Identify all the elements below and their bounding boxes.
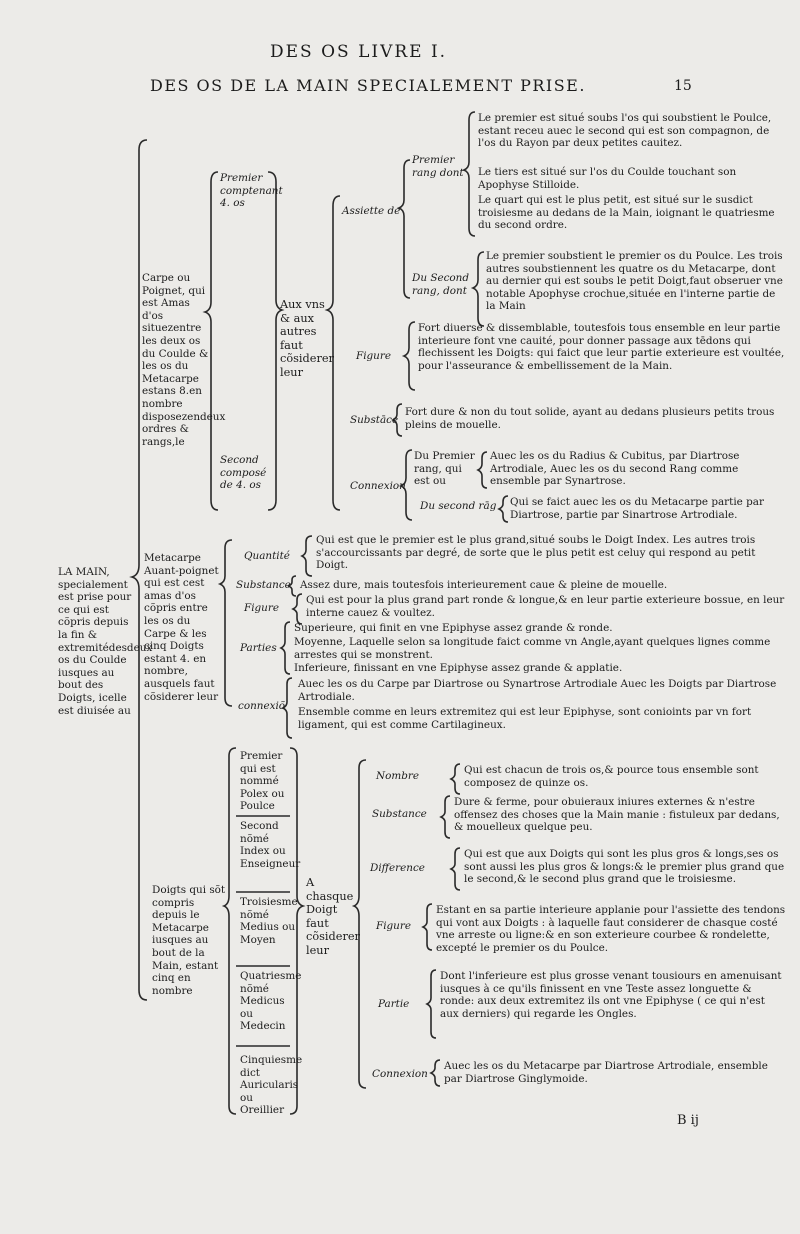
carpe-premier: Premier comptenant 4. os (220, 172, 283, 210)
brace-d-nombre (451, 764, 460, 794)
second-rang-text: Le premier soubstient le premier os du Poulce. Les trois autres soubstiennent les quatre os du Metacarpe, dont au dernier qui est soubs le petit Doigt,faut obseruer vne notable Apophyse crochue,située en l'interne partie de la Main (486, 250, 783, 313)
meta-figure-label: Figure (244, 602, 279, 614)
carpe-aux-vns: Aux vns & aux autres faut cõsiderer leur (280, 298, 334, 379)
running-head: DES OS LIVRE I. (270, 42, 448, 62)
doigts-partie-label: Partie (378, 998, 410, 1010)
root-la-main: LA MAIN, specialement est prise pour ce qui est cõpris depuis la fin & extremitédesdeux os du Coulde iusques au bout des Doigts, icelle est diuisée au (58, 566, 153, 717)
connexion-second-text: Qui se faict auec les os du Metacarpe partie par Diartrose, partie par Sinartrose Artrodiale. (510, 496, 764, 521)
doigts-nombre-label: Nombre (376, 770, 419, 782)
meta-parties-inferieure: Inferieure, finissant en vne Epiphyse assez grande & applatie. (294, 662, 623, 674)
carpe-substance-text: Fort dure & non du tout solide, ayant au dedans plusieurs petits trous pleins de mouelle. (405, 406, 775, 431)
carpe-substance-label: Substāce (350, 414, 399, 426)
brace-meta-figure (293, 594, 302, 624)
brace-assiette (399, 160, 410, 298)
doigts-figure-label: Figure (376, 920, 411, 932)
doigts-figure-text: Estant en sa partie interieure applanie pour l'assiette des tendons qui vont aux Doigts : à laquelle faut considerer de chasque costé vne arreste ou ligne:& en son exterieure courbee & rondelette, excepté le premier os du Poulce. (436, 904, 786, 954)
finger-1: Premier qui est nommé Polex ou Poulce (240, 750, 285, 813)
page-number: 15 (674, 78, 692, 94)
carpe-figure-label: Figure (356, 350, 391, 362)
meta-parties-moyenne: Moyenne, Laquelle selon sa longitude faict comme vn Angle,ayant quelques lignes comme arrestes qui se monstrent. (294, 636, 771, 661)
meta-parties-superieure: Superieure, qui finit en vne Epiphyse assez grande & ronde. (294, 622, 613, 634)
connexion-premier-text: Auec les os du Radius & Cubitus, par Diartrose Artrodiale, Auec les os du second Rang comme ensemble par Synartrose. (490, 450, 740, 488)
connexion-premier-label: Du Premier rang, qui est ou (414, 450, 475, 488)
signature-mark: B ij (677, 1113, 699, 1128)
finger-4: Quatriesme nõmé Medicus ou Medecin (240, 970, 302, 1033)
doigts-substance-label: Substance (372, 808, 427, 820)
metacarpe-title: Metacarpe Auant-poignet qui est cest amas d'os cõpris entre les os du Carpe & les cinq Doigts estant 4. en nombre, ausquels faut cõsiderer leur (144, 552, 219, 703)
finger-5: Cinquiesme dict Auricularis ou Oreillier (240, 1054, 303, 1117)
finger-2: Second nõmé Index ou Enseigneur (240, 820, 301, 870)
carpe-title: Carpe ou Poignet, qui est Amas d'os situezentre les deux os du Coulde & les os du Metacarpe estans 8.en nombre disposezendeux ordres & rangs,le (142, 272, 226, 448)
premier-rang-label: Premier rang dont (412, 154, 464, 179)
doigts-connexion-label: Connexion (372, 1068, 428, 1080)
finger-3: Troisiesme nõmé Medius ou Moyen (240, 896, 298, 946)
doigts-connexion-text: Auec les os du Metacarpe par Diartrose Artrodiale, ensemble par Diartrose Ginglymoide. (444, 1060, 768, 1085)
doigts-difference-text: Qui est que aux Doigts qui sont les plus gros & longs,ses os sont aussi les plus gros & longs:& le premier plus grand que le second,& le second plus grand que le troisiesme. (464, 848, 785, 886)
doigts-nombre-text: Qui est chacun de trois os,& pource tous ensemble sont composez de quinze os. (464, 764, 759, 789)
second-rang-label: Du Second rang, dont (412, 272, 470, 297)
premier-rang-3: Le quart qui est le plus petit, est situé sur le susdict troisiesme au dedans de la Main, ioignant le quatriesme du second ordre. (478, 194, 775, 232)
doigts-title: Doigts qui sõt compris depuis le Metacarpe iusques au bout de la Main, estant cinq en nombre (152, 884, 226, 997)
meta-quantite-label: Quantité (244, 550, 290, 562)
meta-connexion-text-1: Auec les os du Carpe par Diartrose ou Synartrose Artrodiale Auec les Doigts par Diartrose Artrodiale. (298, 678, 777, 703)
carpe-second: Second composé de 4. os (220, 454, 267, 492)
meta-connexion-label: connexiõ (238, 700, 286, 712)
meta-substance-label: Substance (236, 579, 291, 591)
meta-connexion-text-2: Ensemble comme en leurs extremitez qui est leur Epiphyse, sont conioints par vn fort ligament, qui est comme Cartilagineux. (298, 706, 752, 731)
connexion-second-label: Du second rāg (420, 500, 497, 512)
doigts-a-chasque: A chasque Doigt faut cõsiderer leur (306, 876, 360, 957)
brace-d-partie (427, 970, 436, 1038)
premier-rang-2: Le tiers est situé sur l'os du Coulde touchant son Apophyse Stilloide. (478, 166, 737, 191)
page-title: DES OS DE LA MAIN SPECIALEMENT PRISE. (150, 76, 586, 95)
brace-d-difference (451, 848, 460, 890)
assiette-label: Assiette de (342, 205, 401, 217)
meta-quantite-text: Qui est que le premier est le plus grand,situé soubs le Doigt Index. Les autres trois s'accourcissants par degré, de sorte que le plus petit est celuy qui respond au petit Doigt. (316, 534, 756, 572)
brace-d-figure (423, 904, 432, 950)
doigts-difference-label: Difference (370, 862, 425, 874)
brace-d-substance (441, 796, 450, 838)
meta-figure-text: Qui est pour la plus grand part ronde & longue,& en leur partie exterieure bossue, en leur interne cauez & voultez. (306, 594, 785, 619)
carpe-connexion-label: Connexion (350, 480, 406, 492)
doigts-substance-text: Dure & ferme, pour obuieraux iniures externes & n'estre offensez des choses que la Main manie : fistuleux par dedans, & mouelleux quelque peu. (454, 796, 780, 834)
premier-rang-1: Le premier est situé soubs l'os qui soubstient le Poulce, estant receu auec le second qui est son compagnon, de l'os du Rayon par deux petites cauitez. (478, 112, 772, 150)
carpe-figure-text: Fort diuerse & dissemblable, toutesfois tous ensemble en leur partie interieure font vne cauité, pour donner passage aux tēdons qui flechissent les Doigts: qui faict que leur partie exterieure est voultée, pour l'asseurance & embellissement de la Main. (418, 322, 785, 372)
meta-substance-text: Assez dure, mais toutesfois interieurement caue & pleine de mouelle. (300, 579, 668, 591)
doigts-partie-text: Dont l'inferieure est plus grosse venant tousiours en amenuisant iusques à ce qu'ils finissent en vne Teste assez longuette & ronde: aux deux extremitez ils ont vne Epiphyse ( ce qui n'est aux derniers) qui regarde les Ongles. (440, 970, 782, 1020)
meta-parties-label: Parties (240, 642, 277, 654)
